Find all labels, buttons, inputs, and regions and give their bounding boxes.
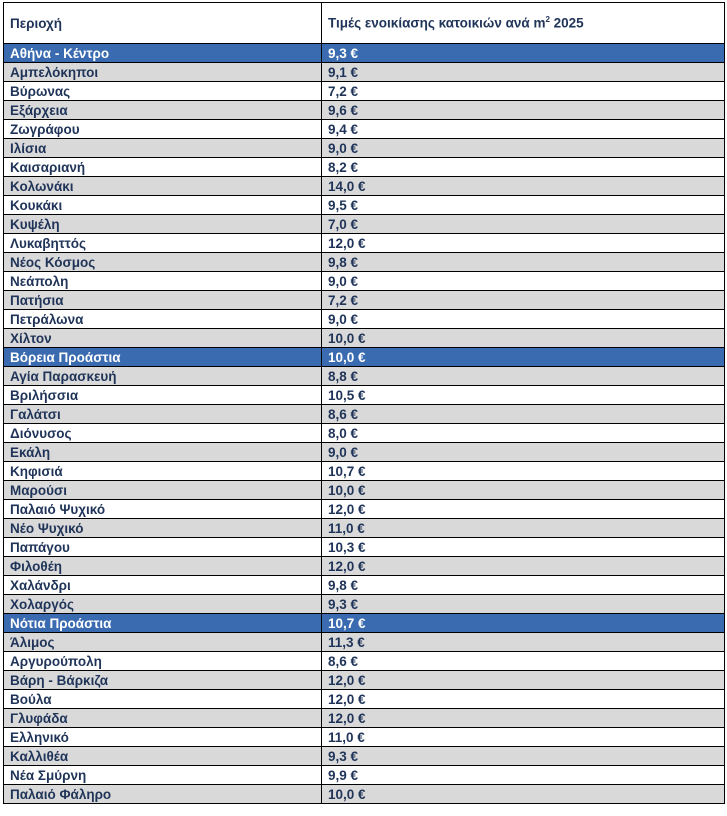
price-cell: 9,3 € (322, 595, 725, 614)
table-row (4, 481, 725, 500)
price-header-year: 2025 (549, 15, 584, 31)
table-row (4, 519, 725, 538)
price-header-label: Τιμές ενοικίασης κατοικιών ανά m (328, 15, 546, 31)
price-cell: 11,0 € (322, 519, 725, 538)
area-cell: Κυψέλη (4, 215, 322, 234)
area-cell: Πατήσια (4, 291, 322, 310)
table-row (4, 63, 725, 82)
price-cell: 11,3 € (322, 633, 725, 652)
area-cell: Κολωνάκι (4, 177, 322, 196)
area-cell: Λυκαβηττός (4, 234, 322, 253)
price-cell: 10,7 € (322, 614, 725, 633)
area-cell: Φιλοθέη (4, 557, 322, 576)
price-cell: 8,6 € (322, 405, 725, 424)
price-cell: 9,0 € (322, 139, 725, 158)
price-header-superscript: 2 (545, 15, 550, 25)
price-column-header (322, 3, 725, 44)
price-cell: 14,0 € (322, 177, 725, 196)
area-cell: Νότια Προάστια (4, 614, 322, 633)
area-cell: Αθήνα - Κέντρο (4, 44, 322, 63)
price-cell: 10,7 € (322, 462, 725, 481)
price-cell: 7,2 € (322, 82, 725, 101)
area-cell: Αμπελόκηποι (4, 63, 322, 82)
price-cell: 9,6 € (322, 101, 725, 120)
table-row (4, 215, 725, 234)
area-column-header (4, 3, 322, 44)
table-row (4, 595, 725, 614)
table-row (4, 253, 725, 272)
price-cell: 11,0 € (322, 728, 725, 747)
price-cell: 7,0 € (322, 215, 725, 234)
table-row (4, 576, 725, 595)
area-cell: Βριλήσσια (4, 386, 322, 405)
area-cell: Κηφισιά (4, 462, 322, 481)
price-cell: 9,1 € (322, 63, 725, 82)
table-row (4, 139, 725, 158)
price-cell: 12,0 € (322, 690, 725, 709)
area-cell: Παπάγου (4, 538, 322, 557)
table-row (4, 386, 725, 405)
area-cell: Εξάρχεια (4, 101, 322, 120)
price-cell: 12,0 € (322, 234, 725, 253)
table-row (4, 82, 725, 101)
rent-prices-table (3, 2, 725, 804)
price-cell: 9,0 € (322, 443, 725, 462)
area-cell: Εκάλη (4, 443, 322, 462)
price-cell: 9,8 € (322, 576, 725, 595)
area-cell: Πετράλωνα (4, 310, 322, 329)
table-row (4, 367, 725, 386)
area-cell: Χίλτον (4, 329, 322, 348)
area-cell: Διόνυσος (4, 424, 322, 443)
table-row (4, 291, 725, 310)
area-cell: Γλυφάδα (4, 709, 322, 728)
price-cell: 8,6 € (322, 652, 725, 671)
price-cell: 10,3 € (322, 538, 725, 557)
table-row (4, 310, 725, 329)
table-row (4, 424, 725, 443)
area-cell: Γαλάτσι (4, 405, 322, 424)
table-row (4, 500, 725, 519)
table-row (4, 272, 725, 291)
area-cell: Χολαργός (4, 595, 322, 614)
table-row (4, 405, 725, 424)
table-row (4, 671, 725, 690)
area-cell: Κουκάκι (4, 196, 322, 215)
price-cell: 10,0 € (322, 348, 725, 367)
price-cell: 9,3 € (322, 44, 725, 63)
table-row (4, 557, 725, 576)
price-cell: 9,5 € (322, 196, 725, 215)
price-cell: 10,0 € (322, 481, 725, 500)
area-cell: Χαλάνδρι (4, 576, 322, 595)
price-cell: 12,0 € (322, 500, 725, 519)
area-cell: Νέο Ψυχικό (4, 519, 322, 538)
area-cell: Βόρεια Προάστια (4, 348, 322, 367)
table-row (4, 766, 725, 785)
price-cell: 10,0 € (322, 329, 725, 348)
table-row (4, 538, 725, 557)
area-cell: Βύρωνας (4, 82, 322, 101)
table-row (4, 728, 725, 747)
price-cell: 12,0 € (322, 671, 725, 690)
group-row (4, 348, 725, 367)
price-cell: 9,8 € (322, 253, 725, 272)
price-cell: 7,2 € (322, 291, 725, 310)
price-cell: 9,3 € (322, 747, 725, 766)
price-cell: 8,8 € (322, 367, 725, 386)
table-row (4, 747, 725, 766)
table-row (4, 234, 725, 253)
area-cell: Νέα Σμύρνη (4, 766, 322, 785)
price-cell: 10,5 € (322, 386, 725, 405)
price-cell: 8,2 € (322, 158, 725, 177)
area-cell: Βάρη - Βάρκιζα (4, 671, 322, 690)
area-cell: Ελληνικό (4, 728, 322, 747)
table-row (4, 462, 725, 481)
table-row (4, 196, 725, 215)
table-header-row (4, 3, 725, 44)
area-cell: Ζωγράφου (4, 120, 322, 139)
table-row (4, 652, 725, 671)
area-cell: Παλαιό Φάληρο (4, 785, 322, 804)
price-cell: 8,0 € (322, 424, 725, 443)
price-cell: 9,0 € (322, 310, 725, 329)
table-row (4, 158, 725, 177)
table-row (4, 443, 725, 462)
price-cell: 9,0 € (322, 272, 725, 291)
area-cell: Ιλίσια (4, 139, 322, 158)
table-row (4, 120, 725, 139)
area-cell: Αγία Παρασκευή (4, 367, 322, 386)
table-body (4, 44, 725, 804)
group-row (4, 614, 725, 633)
table-row (4, 329, 725, 348)
area-cell: Καλλιθέα (4, 747, 322, 766)
area-cell: Αργυρούπολη (4, 652, 322, 671)
area-header-label: Περιοχή (10, 15, 63, 31)
area-cell: Νεάπολη (4, 272, 322, 291)
table-row (4, 101, 725, 120)
group-row (4, 44, 725, 63)
price-cell: 9,4 € (322, 120, 725, 139)
area-cell: Βούλα (4, 690, 322, 709)
price-cell: 9,9 € (322, 766, 725, 785)
table-row (4, 177, 725, 196)
area-cell: Μαρούσι (4, 481, 322, 500)
area-cell: Καισαριανή (4, 158, 322, 177)
table-row (4, 690, 725, 709)
area-cell: Νέος Κόσμος (4, 253, 322, 272)
price-cell: 10,0 € (322, 785, 725, 804)
price-cell: 12,0 € (322, 557, 725, 576)
table-row (4, 785, 725, 804)
table-row (4, 709, 725, 728)
table-row (4, 633, 725, 652)
area-cell: Παλαιό Ψυχικό (4, 500, 322, 519)
price-cell: 12,0 € (322, 709, 725, 728)
area-cell: Άλιμος (4, 633, 322, 652)
